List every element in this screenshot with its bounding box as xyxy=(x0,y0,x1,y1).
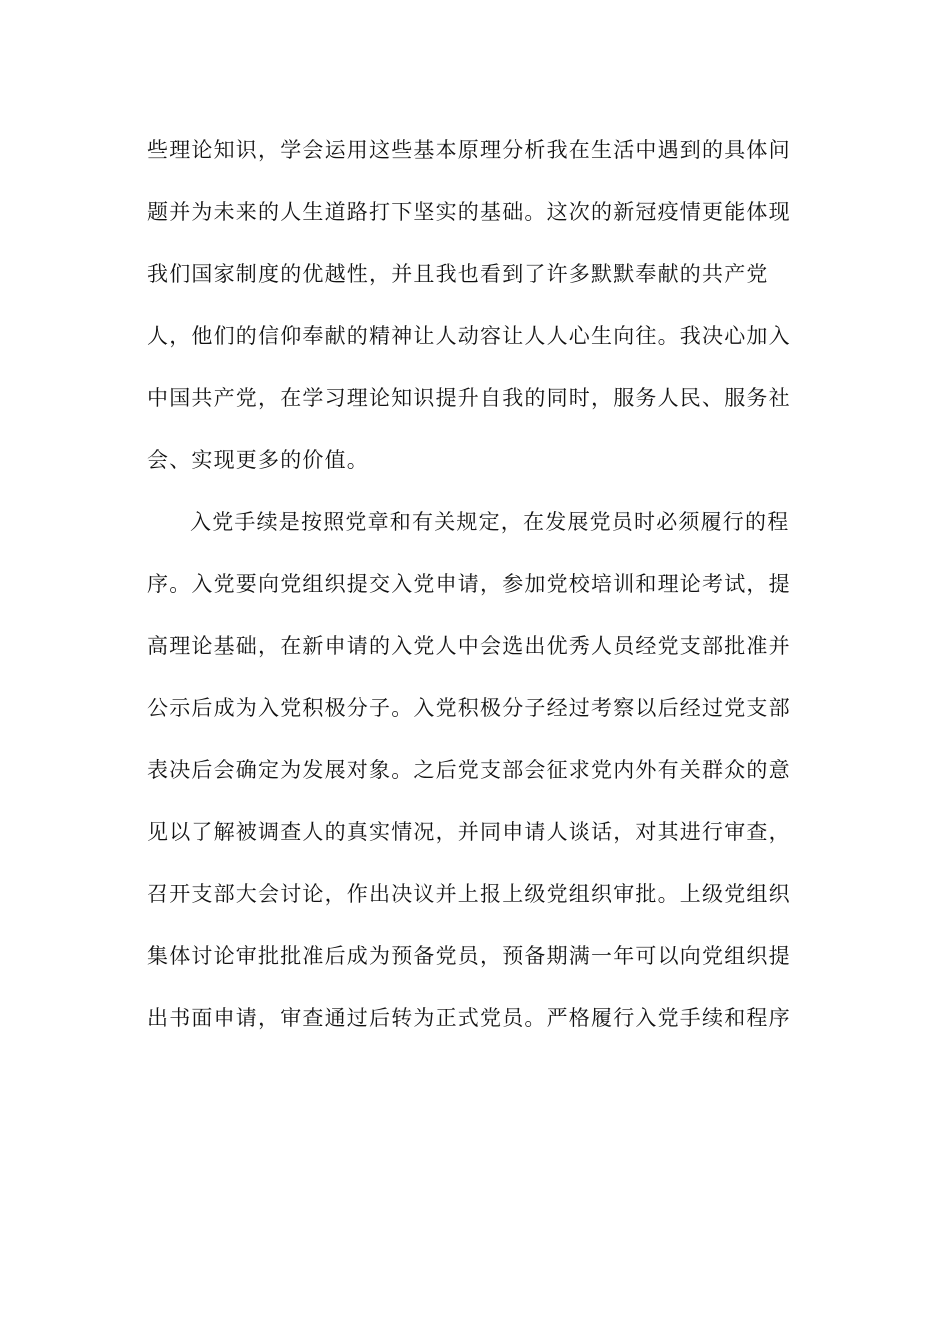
text-line: 见以了解被调查人的真实情况，并同申请人谈话，对其进行审查， xyxy=(147,820,791,844)
text-line: 人，他们的信仰奉献的精神让人动容让人人心生向往。我决心加入 xyxy=(147,324,791,348)
text-line: 高理论基础，在新申请的入党人中会选出优秀人员经党支部批准并 xyxy=(147,634,791,658)
paragraph-first-line: 入党手续是按照党章和有关规定，在发展党员时必须履行的程 xyxy=(190,510,790,534)
text-line: 集体讨论审批批准后成为预备党员，预备期满一年可以向党组织提 xyxy=(147,944,791,968)
text-line: 公示后成为入党积极分子。入党积极分子经过考察以后经过党支部 xyxy=(147,696,791,720)
text-line: 题并为未来的人生道路打下坚实的基础。这次的新冠疫情更能体现 xyxy=(147,200,791,224)
text-line: 表决后会确定为发展对象。之后党支部会征求党内外有关群众的意 xyxy=(147,758,791,782)
text-line: 会、实现更多的价值。 xyxy=(147,448,369,472)
text-line: 我们国家制度的优越性，并且我也看到了许多默默奉献的共产党 xyxy=(147,262,769,286)
document-body xyxy=(147,128,793,1058)
text-line: 些理论知识，学会运用这些基本原理分析我在生活中遇到的具体问 xyxy=(147,138,791,162)
text-line: 召开支部大会讨论，作出决议并上报上级党组织审批。上级党组织 xyxy=(147,882,791,906)
text-line: 出书面申请，审查通过后转为正式党员。严格履行入党手续和程序 xyxy=(147,1006,791,1030)
text-line: 中国共产党，在学习理论知识提升自我的同时，服务人民、服务社 xyxy=(147,386,791,410)
text-line: 序。入党要向党组织提交入党申请，参加党校培训和理论考试，提 xyxy=(147,572,791,596)
